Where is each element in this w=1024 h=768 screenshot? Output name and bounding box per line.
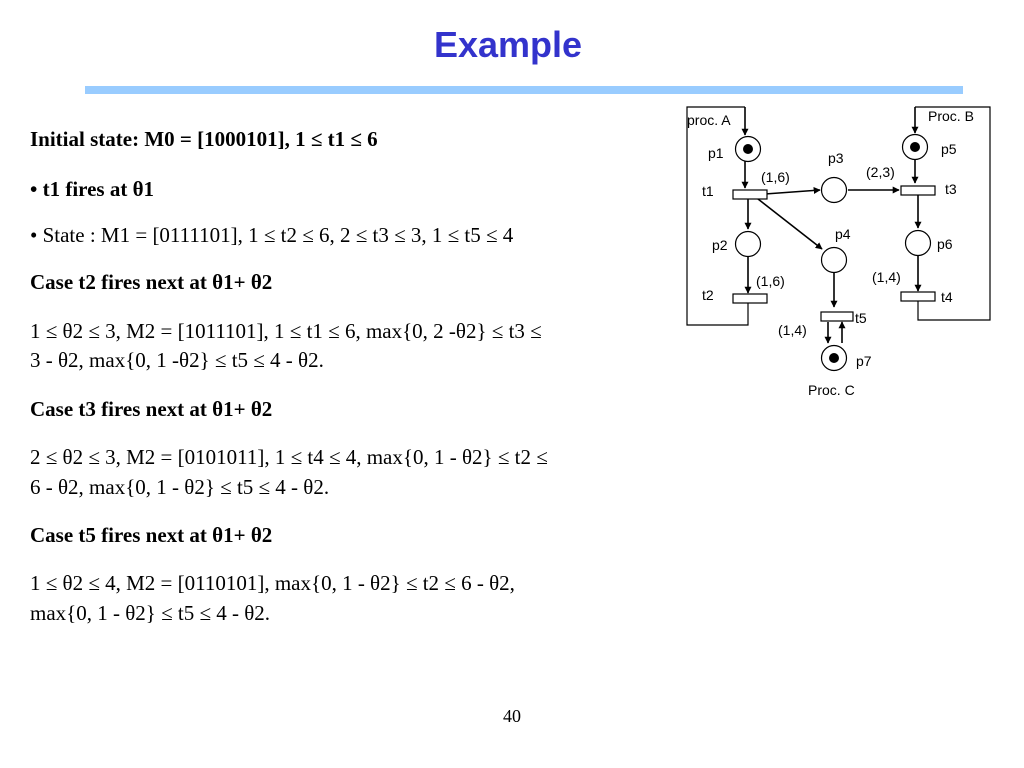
label-p4: p4 xyxy=(835,226,851,242)
label-t5-interval: (1,4) xyxy=(778,322,807,338)
label-t3: t3 xyxy=(945,181,957,197)
petri-net-diagram xyxy=(680,100,1000,410)
transition-t4 xyxy=(901,292,935,301)
case-t3-body-b: 6 - θ2, max{0, 1 - θ2} ≤ t5 ≤ 4 - θ2. xyxy=(30,475,330,499)
slide-title: Example xyxy=(433,24,583,65)
token-p5 xyxy=(910,142,920,152)
place-p4 xyxy=(822,248,847,273)
label-p6: p6 xyxy=(937,236,953,252)
label-p5: p5 xyxy=(941,141,957,157)
place-p6 xyxy=(906,231,931,256)
transition-t2 xyxy=(733,294,767,303)
label-p7: p7 xyxy=(856,353,872,369)
arc-t1-p3 xyxy=(765,190,820,194)
label-t4-interval: (1,4) xyxy=(872,269,901,285)
label-t1-interval: (1,6) xyxy=(761,169,790,185)
token-p7 xyxy=(829,353,839,363)
case-t3-heading: Case t3 fires next at θ1+ θ2 xyxy=(30,397,273,421)
transition-t1 xyxy=(733,190,767,199)
case-t5-body-a: 1 ≤ θ2 ≤ 4, M2 = [0110101], max{0, 1 - θ2} ≤ t2 ≤ 6 - θ2, xyxy=(30,571,515,595)
page-number: 40 xyxy=(503,706,521,726)
transition-t5 xyxy=(821,312,853,321)
state-m1-line: • State : M1 = [0111101], 1 ≤ t2 ≤ 6, 2 ≤ t3 ≤ 3, 1 ≤ t5 ≤ 4 xyxy=(30,223,514,247)
label-p2: p2 xyxy=(712,237,728,253)
initial-state-line: Initial state: M0 = [1000101], 1 ≤ t1 ≤ 6 xyxy=(30,127,378,151)
transition-t3 xyxy=(901,186,935,195)
label-t5: t5 xyxy=(855,310,867,326)
t1-fires-line: • t1 fires at θ1 xyxy=(30,177,155,201)
case-t2-body-a: 1 ≤ θ2 ≤ 3, M2 = [1011101], 1 ≤ t1 ≤ 6, max{0, 2 -θ2} ≤ t3 ≤ xyxy=(30,319,542,343)
case-t2-heading: Case t2 fires next at θ1+ θ2 xyxy=(30,270,273,294)
case-t3-body-a: 2 ≤ θ2 ≤ 3, M2 = [0101011], 1 ≤ t4 ≤ 4, max{0, 1 - θ2} ≤ t2 ≤ xyxy=(30,445,548,469)
label-p3: p3 xyxy=(828,150,844,166)
place-p2 xyxy=(736,232,761,257)
place-p3 xyxy=(822,178,847,203)
label-p1: p1 xyxy=(708,145,724,161)
label-proc-b: Proc. B xyxy=(928,108,974,124)
case-t2-body-b: 3 - θ2, max{0, 1 -θ2} ≤ t5 ≤ 4 - θ2. xyxy=(30,348,324,372)
arc-t1-p4 xyxy=(758,199,822,249)
token-p1 xyxy=(743,144,753,154)
label-t1: t1 xyxy=(702,183,714,199)
label-t2: t2 xyxy=(702,287,714,303)
label-t4: t4 xyxy=(941,289,953,305)
label-t2-interval: (1,6) xyxy=(756,273,785,289)
case-t5-heading: Case t5 fires next at θ1+ θ2 xyxy=(30,523,273,547)
title-underline xyxy=(85,86,963,94)
label-proc-a: proc. A xyxy=(687,112,731,128)
label-t3-interval: (2,3) xyxy=(866,164,895,180)
case-t5-body-b: max{0, 1 - θ2} ≤ t5 ≤ 4 - θ2. xyxy=(30,601,271,625)
label-proc-c: Proc. C xyxy=(808,382,855,398)
